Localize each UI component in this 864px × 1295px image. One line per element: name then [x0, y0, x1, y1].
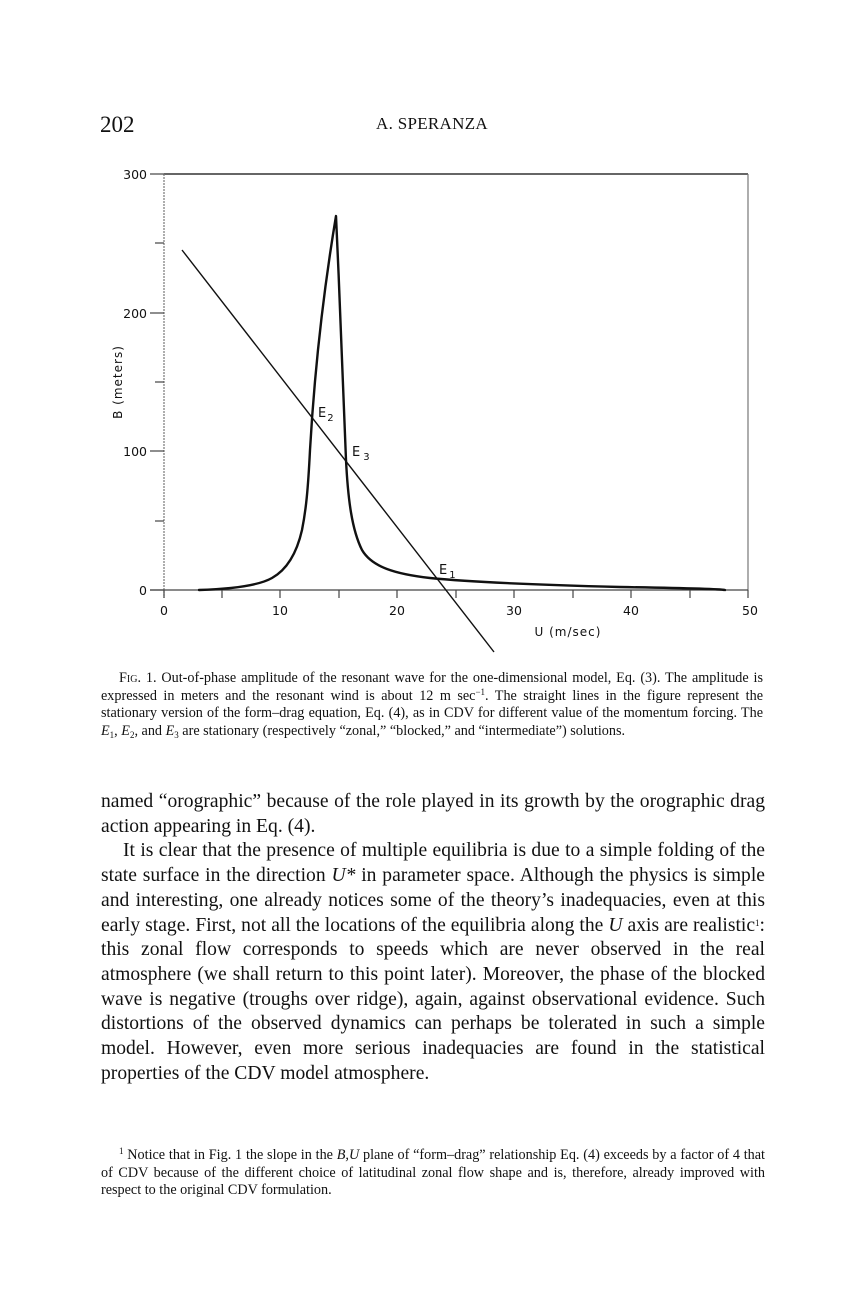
footnote-bu: B,U	[336, 1147, 360, 1163]
p2-text-c: axis are realistic	[622, 914, 756, 936]
caption-text-1: Out-of-phase amplitude of the resonant wave for the one-dimensional model, Eq. (3). The amplitude is expressed in meters and the resonant wind is about 12 m sec	[101, 670, 764, 704]
body-text	[101, 790, 765, 1086]
p2-text-b: in parameter space. Although the physics is simple and interesting, one already notices some of the theory’s inadequacies, even at this early stage. First, not all the locations of the equilibria along the	[101, 865, 765, 936]
caption-text-3: are stationary (respectively “zonal,” “blocked,” and “intermediate”) solutions.	[178, 722, 626, 739]
footnote	[101, 1147, 765, 1200]
label-e1: E $_1$	[439, 563, 456, 581]
x-tick-40: 40	[623, 603, 639, 618]
y-tick-labels	[123, 167, 147, 598]
figure-caption	[101, 670, 763, 740]
x-axis-ticks	[164, 590, 748, 598]
page-number: 202	[100, 112, 135, 137]
running-head: A. SPERANZA	[376, 114, 488, 133]
equilibrium-labels	[318, 406, 456, 581]
p2-text-a: It is clear that the presence of multiple equilibria is due to a simple folding of the state surface in the direction	[101, 840, 765, 887]
label-e3: E $_3$	[352, 445, 370, 463]
x-tick-20: 20	[389, 603, 405, 618]
resonance-curve	[199, 216, 725, 590]
x-tick-10: 10	[272, 603, 288, 618]
p2-text-d: : this zonal flow corresponds to speeds which are never observed in the real atmosphere (we shall return to this point later). Moreover, the phase of the blocked wave is negative (troughs over ridge), again, against observational evidence. Such distortions of the observed dynamics can perhaps be tolerated in such a simple model. However, even more serious inadequacies are found in the statistical properties of the CDV model atmosphere.	[101, 914, 765, 1084]
x-tick-0: 0	[160, 603, 168, 618]
y-tick-100: 100	[123, 444, 147, 459]
x-tick-labels	[160, 603, 758, 618]
caption-text-2: . The straight lines in the figure represent the stationary version of the form–drag equation, Eq. (4), as in CDV for different value of the momentum forcing. The	[101, 687, 763, 721]
y-tick-300: 300	[123, 167, 147, 182]
caption-label: Fig. 1.	[119, 670, 157, 686]
y-tick-0: 0	[139, 583, 147, 598]
y-axis-label: B (meters)	[111, 345, 125, 419]
footnote-ref[interactable]: 1	[755, 917, 760, 928]
caption-e3-sub: 3	[174, 729, 179, 740]
footnote-text-b: plane of “form–drag” relationship Eq. (4) exceeds by a factor of 4 that of CDV because of the different choice of latitudinal zonal flow shape and is, therefore, already improved with respect to the original CDV formulation.	[101, 1147, 765, 1199]
caption-e1: E	[101, 722, 110, 739]
y-axis-ticks	[150, 174, 164, 590]
caption-e3: E	[165, 722, 175, 739]
x-axis-label: U (m/sec)	[534, 625, 602, 639]
caption-e2: E	[121, 722, 130, 739]
label-e2: $E_2$	[318, 406, 334, 424]
caption-unit-sup: −1	[475, 686, 486, 697]
footnote-mark: 1	[119, 1146, 124, 1156]
plot-frame	[150, 174, 748, 598]
paragraph-1: named “orographic” because of the role played in its growth by the orographic drag action appearing in Eq. (4).	[101, 791, 765, 837]
caption-sep-2: , and	[134, 722, 166, 739]
x-tick-30: 30	[506, 603, 522, 618]
p2-u-star: U*	[331, 865, 356, 887]
x-tick-50: 50	[742, 603, 758, 618]
caption-e1-sub: 1	[109, 729, 115, 740]
form-drag-line	[182, 250, 494, 652]
caption-e2-sub: 2	[129, 729, 135, 740]
y-tick-200: 200	[123, 306, 147, 321]
p2-u: U	[608, 914, 623, 936]
footnote-text-a: Notice that in Fig. 1 the slope in the	[123, 1147, 337, 1163]
paragraph-2	[101, 839, 765, 1086]
caption-sep-1: ,	[114, 722, 122, 739]
